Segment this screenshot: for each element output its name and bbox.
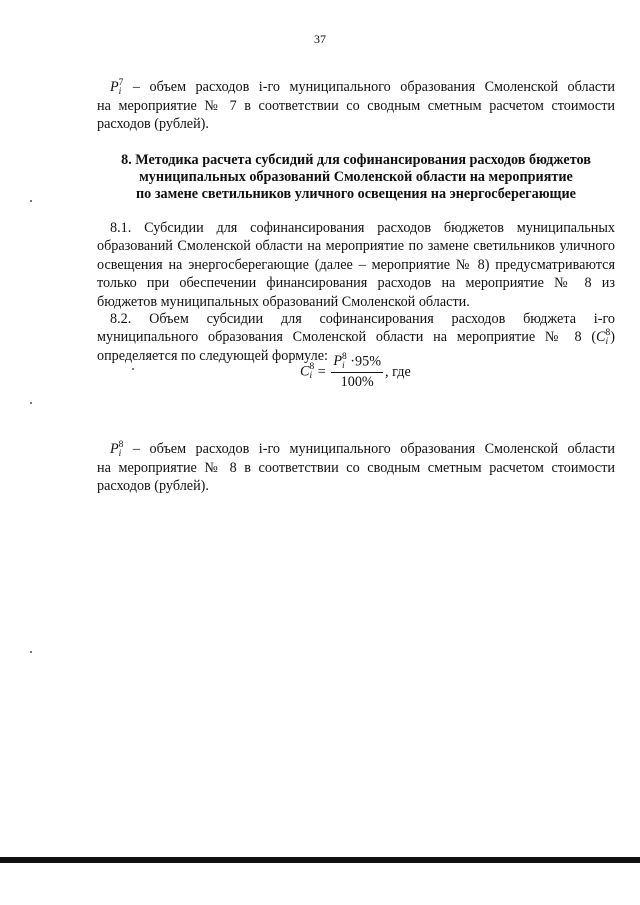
scan-speck xyxy=(30,200,32,202)
p82-line-2: муниципального образования Смоленской области на мероприятие № 8 (C 8 i ) xyxy=(97,328,615,348)
heading-line-2: муниципальных образований Смоленской области на мероприятие xyxy=(139,169,573,185)
paragraph-p8-definition xyxy=(97,440,615,496)
p8-line-1: P 8 i – объем расходов i-го муниципального образования Смоленской области xyxy=(110,439,615,459)
heading-line-3: по замене светильников уличного освещения на энергосберегающие xyxy=(136,186,576,202)
subsidy-formula xyxy=(300,353,411,391)
formula-equals: = xyxy=(314,363,330,380)
section-heading xyxy=(97,152,615,203)
p8-symbol: P 8 i xyxy=(110,439,124,459)
paragraph-p7-definition xyxy=(97,78,615,134)
paragraph-8-1 xyxy=(97,219,615,311)
p81-line-5: бюджетов муниципальных образований Смоленской области. xyxy=(97,293,470,310)
formula-numerator: P 8 i ·95% xyxy=(333,352,382,371)
p82-line-1: 8.2. Объем субсидии для софинансирования расходов бюджета i-го xyxy=(110,311,615,327)
p7-symbol: P 7 i xyxy=(110,77,124,97)
heading-line-1: 8. Методика расчета субсидий для софинансирования расходов бюджетов xyxy=(121,152,591,168)
formula-lhs: C 8 i xyxy=(300,362,315,381)
p81-line-3: освещения на энергосберегающие (далее – мероприятие № 8) предусматриваются xyxy=(97,256,615,273)
formula-denominator: 100% xyxy=(340,374,374,390)
scan-speck xyxy=(132,368,134,370)
p7-line-3: расходов (рублей). xyxy=(97,116,209,133)
p8-line-2: на мероприятие № 8 в соответствии со сводным сметным расчетом стоимости xyxy=(97,459,615,476)
p82-line-3: определяется по следующей формуле: xyxy=(97,348,328,365)
c8-symbol: C 8 i xyxy=(596,328,611,348)
formula-fraction xyxy=(331,353,383,391)
p81-line-2: образований Смоленской области на мероприятие по замене светильников уличного xyxy=(97,238,615,255)
p8-line-3: расходов (рублей). xyxy=(97,478,209,495)
formula-tail: , где xyxy=(385,363,411,380)
p81-line-1: 8.1. Субсидии для софинансирования расходов бюджетов муниципальных xyxy=(110,220,615,236)
p7-line-2: на мероприятие № 7 в соответствии со сводным сметным расчетом стоимости xyxy=(97,97,615,114)
p81-line-4: только при обеспечении финансирования расходов на мероприятие № 8 из xyxy=(97,275,615,292)
scan-bottom-edge xyxy=(0,857,640,863)
scan-speck xyxy=(30,651,32,653)
scan-speck xyxy=(30,402,32,404)
p7-line-1: P 7 i – объем расходов i-го муниципального образования Смоленской области xyxy=(110,77,615,97)
page-number: 37 xyxy=(314,32,326,46)
